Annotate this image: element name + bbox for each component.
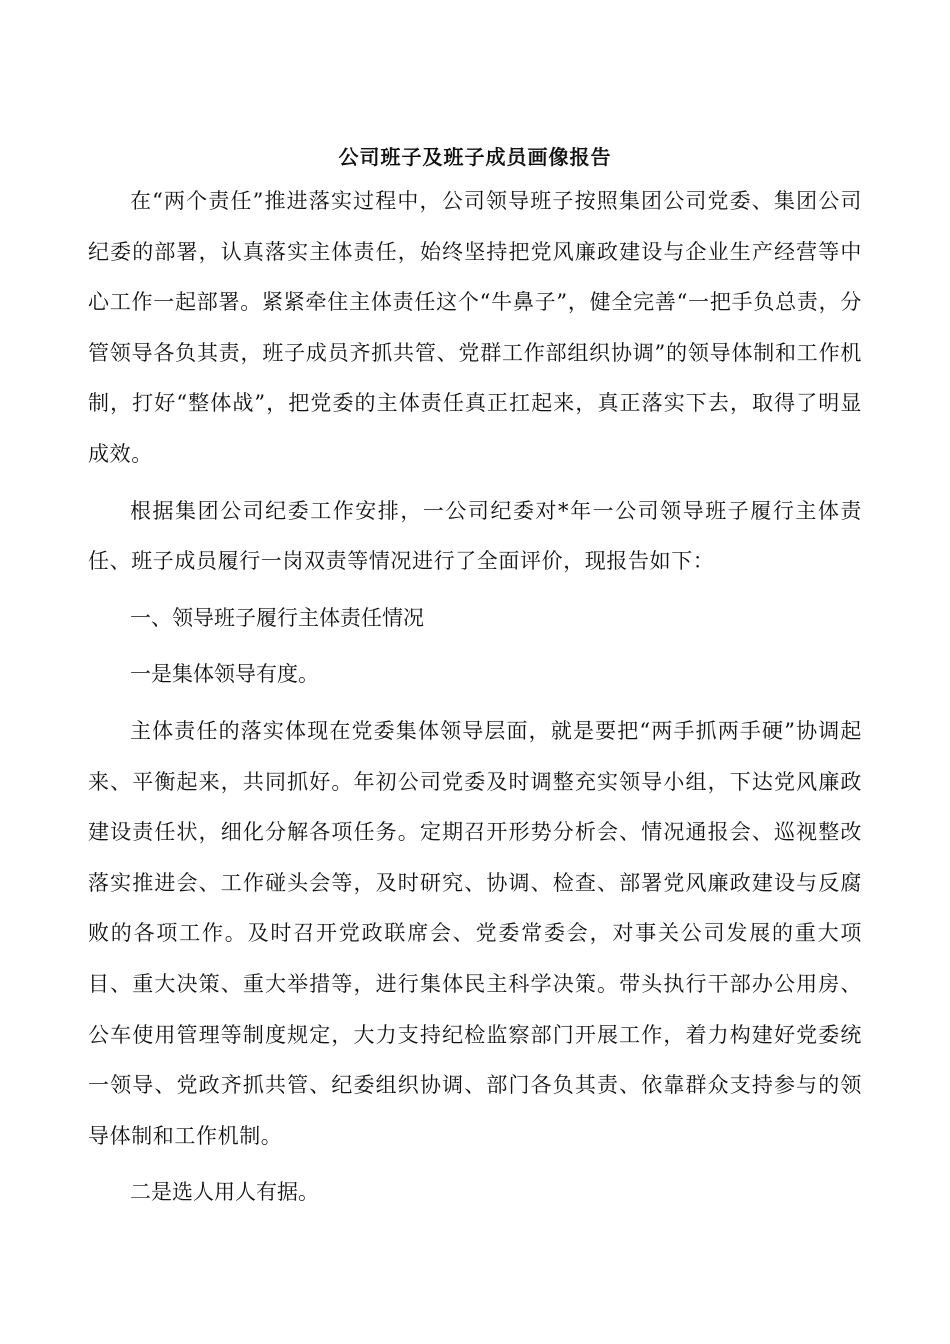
paragraph-intro: 在“两个责任”推进落实过程中，公司领导班子按照集团公司党委、集团公司纪委的部署，认真落实主体责任，始终坚持把党风廉政建设与企业生产经营等中心工作一起部署。紧紧牵住主体责任这个“牛鼻子”，健全完善“一把手负总责，分管领导各负其责，班子成员齐抓共管、党群工作部组织协调”的领导体制和工作机制，打好“整体战”，把党委的主体责任真正扛起来，真正落实下去，取得了明显成效。 [88, 189, 862, 466]
subheading-collective-leadership: 一是集体领导有度。 [130, 662, 319, 687]
section-heading-1: 一、领导班子履行主体责任情况 [130, 605, 424, 630]
subheading-personnel-selection: 二是选人用人有据。 [130, 1180, 319, 1205]
paragraph-collective-leadership: 主体责任的落实体现在党委集体领导层面，就是要把“两手抓两手硬”协调起来、平衡起来，共同抓好。年初公司党委及时调整充实领导小组，下达党风廉政建设责任状，细化分解各项任务。定期召开形势分析会、情况通报会、巡视整改落实推进会、工作碰头会等，及时研究、协调、检查、部署党风廉政建设与反腐败的各项工作。及时召开党政联席会、党委常委会，对事关公司发展的重大项目、重大决策、重大举措等，进行集体民主科学决策。带头执行干部办公用房、公车使用管理等制度规定，大力支持纪检监察部门开展工作，着力构建好党委统一领导、党政齐抓共管、纪委组织协调、部门各负其责、依靠群众支持参与的领导体制和工作机制。 [88, 718, 862, 1148]
paragraph-arrangement: 根据集团公司纪委工作安排，一公司纪委对*年一公司领导班子履行主体责任、班子成员履行一岗双责等情况进行了全面评价，现报告如下： [88, 498, 862, 574]
document-title: 公司班子及班子成员画像报告 [338, 145, 612, 169]
document-page [88, 138, 862, 1218]
